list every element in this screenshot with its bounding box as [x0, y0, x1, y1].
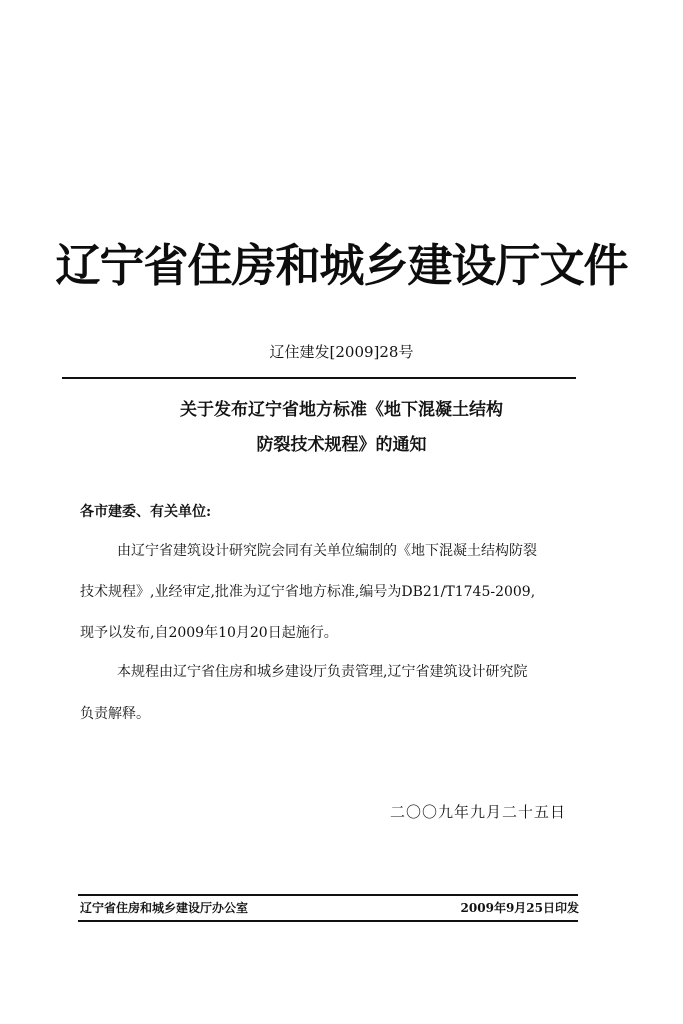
document-number: 辽住建发[2009]28号: [269, 343, 414, 361]
paragraph-2-line-2: 负责解释。: [80, 706, 150, 722]
signature-date: 二〇〇九年九月二十五日: [390, 803, 567, 821]
addressee: 各市建委、有关单位:: [80, 504, 212, 520]
header-divider: [62, 377, 576, 379]
subject-line-2: 防裂技术规程》的通知: [256, 435, 427, 455]
paragraph-1-line-2: 技术规程》,业经审定,批准为辽宁省地方标准,编号为DB21/T1745-2009,: [80, 584, 536, 600]
paragraph-2-line-1: 本规程由辽宁省住房和城乡建设厅负责管理,辽宁省建筑设计研究院: [117, 664, 528, 680]
footer-divider-bottom: [78, 920, 578, 922]
subject-line-1: 关于发布辽宁省地方标准《地下混凝土结构: [180, 400, 503, 420]
document-title: 辽宁省住房和城乡建设厅文件: [55, 239, 628, 292]
paragraph-1-line-3: 现予以发布,自2009年10月20日起施行。: [80, 625, 338, 641]
footer-issuing-office: 辽宁省住房和城乡建设厅办公室: [80, 901, 249, 915]
footer-divider-top: [78, 894, 578, 896]
paragraph-1-line-1: 由辽宁省建筑设计研究院会同有关单位编制的《地下混凝土结构防裂: [117, 543, 537, 559]
footer-print-date: 2009年9月25日印发: [460, 901, 579, 915]
